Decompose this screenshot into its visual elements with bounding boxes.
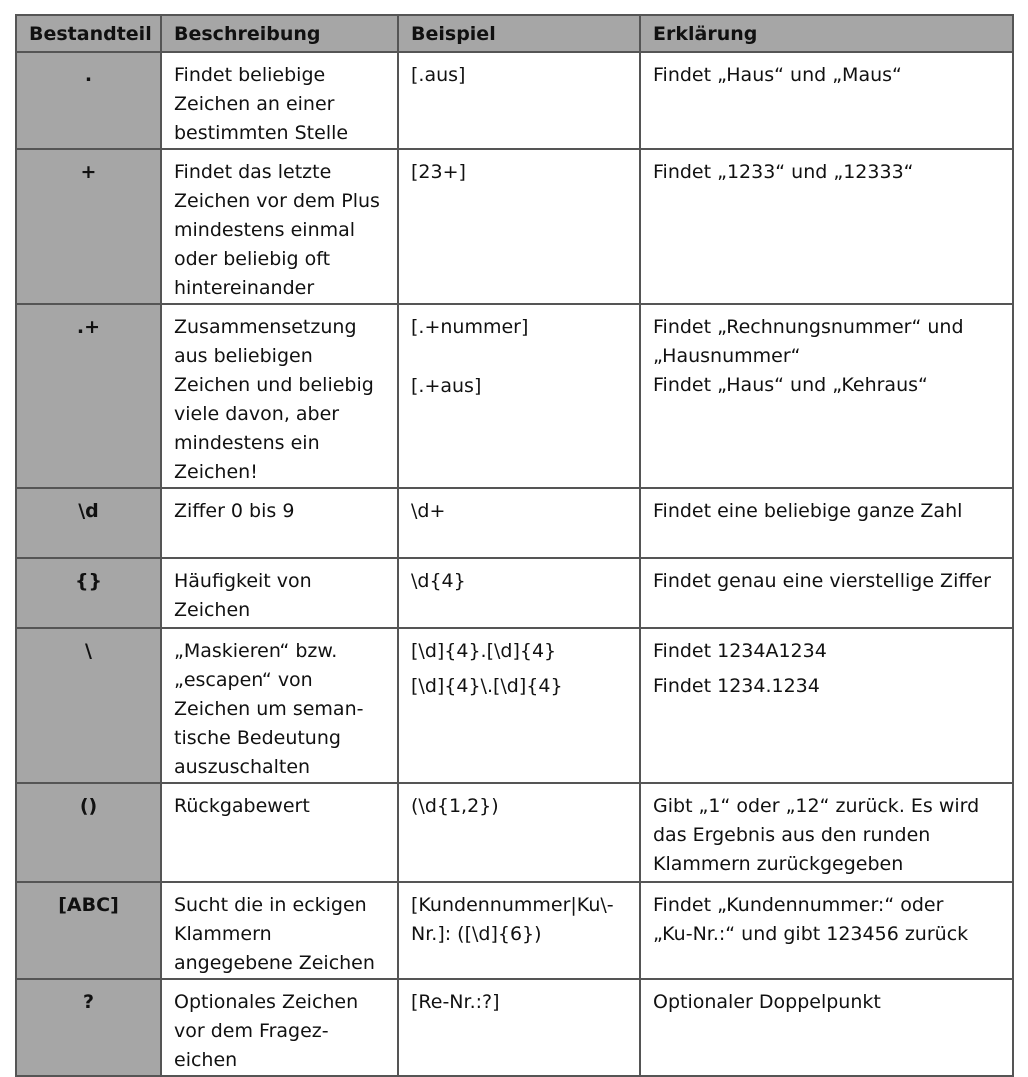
description-line: Zeichen an einer [174,93,335,115]
description-line: Zeichen! [174,461,258,483]
description-line: viele davon, aber [174,403,340,425]
description-cell [161,628,398,783]
description-cell [161,304,398,488]
description-line: eichen [174,1049,238,1071]
description-line: Findet das letzte [174,161,332,183]
example-line: Nr.]: ([\d]{6}) [411,923,542,945]
description-line: Zeichen um seman- [174,698,364,720]
table-row [16,52,1013,149]
description-line: Rückgabewert [174,795,310,817]
component-cell: \d [16,488,161,558]
description-line: mindestens ein [174,432,320,454]
table-row [16,149,1013,304]
explanation-line: Findet „Rechnungsnummer“ und [653,316,964,338]
example-cell [398,488,640,558]
component-cell: .+ [16,304,161,488]
explanation-cell [640,979,1013,1076]
explanation-line: Gibt „1“ oder „12“ zurück. Es wird [653,795,980,817]
explanation-line: Findet „Haus“ und „Maus“ [653,64,902,86]
example-cell [398,628,640,783]
description-line: Zeichen vor dem Plus [174,190,380,212]
description-cell [161,882,398,979]
header-beispiel: Beispiel [398,15,640,52]
header-beschreibung: Beschreibung [161,15,398,52]
example-cell [398,558,640,628]
description-line: tische Bedeutung [174,727,341,749]
explanation-line: Findet 1234.1234 [653,675,820,697]
explanation-line: Findet eine beliebige ganze Zahl [653,500,963,522]
header-bestandteil: Bestandteil [16,15,161,52]
example-line: (\d{1,2}) [411,795,499,817]
table-row [16,304,1013,488]
explanation-cell [640,783,1013,882]
description-cell [161,488,398,558]
example-cell [398,52,640,149]
explanation-cell [640,882,1013,979]
description-line: bestimmten Stelle [174,122,349,144]
example-cell [398,783,640,882]
description-line: Sucht die in eckigen [174,894,367,916]
description-line: aus beliebigen [174,345,313,367]
table-row [16,558,1013,628]
table-row [16,979,1013,1076]
description-cell [161,52,398,149]
description-cell [161,783,398,882]
description-line: mindestens einmal [174,219,356,241]
component-cell: ? [16,979,161,1076]
description-cell [161,149,398,304]
example-line: [\d]{4}.[\d]{4} [411,640,557,662]
explanation-cell [640,488,1013,558]
description-line: Häufigkeit von [174,570,312,592]
component-cell: . [16,52,161,149]
explanation-line: Findet 1234A1234 [653,640,827,662]
explanation-line: Findet genau eine vierstellige Ziffer [653,570,991,592]
example-line: [.aus] [411,64,466,86]
explanation-line: das Ergebnis aus den runden [653,824,931,846]
explanation-cell [640,304,1013,488]
description-line: „escapen“ von [174,669,313,691]
example-cell [398,882,640,979]
description-line: „Maskieren“ bzw. [174,640,338,662]
component-cell: [ABC] [16,882,161,979]
table-row [16,783,1013,882]
description-line: auszuschalten [174,756,311,778]
description-line: hintereinander [174,277,315,299]
explanation-cell [640,52,1013,149]
explanation-line: Findet „Haus“ und „Kehraus“ [653,374,928,396]
table-row [16,488,1013,558]
example-cell [398,149,640,304]
example-line: [23+] [411,161,466,183]
regex-table [15,14,1014,1077]
description-line: Optionales Zeichen [174,991,359,1013]
description-line: angegebene Zeichen [174,952,375,974]
example-cell [398,979,640,1076]
explanation-line: Findet „Kundennummer:“ oder [653,894,944,916]
example-cell [398,304,640,488]
explanation-line: Findet „1233“ und „12333“ [653,161,914,183]
description-line: Zusammensetzung [174,316,357,338]
table-row [16,628,1013,783]
component-cell: + [16,149,161,304]
description-cell [161,558,398,628]
explanation-cell [640,149,1013,304]
component-cell: {} [16,558,161,628]
explanation-line: Klammern zurückgegeben [653,853,904,875]
component-cell: \ [16,628,161,783]
example-line: [Re-Nr.:?] [411,991,500,1013]
header-erklaerung: Erklärung [640,15,1013,52]
description-line: oder beliebig oft [174,248,331,270]
explanation-line: „Ku-Nr.:“ und gibt 123456 zurück [653,923,969,945]
description-line: Klammern [174,923,272,945]
description-cell [161,979,398,1076]
example-line: \d{4} [411,570,466,592]
table-row [16,882,1013,979]
description-line: Findet beliebige [174,64,326,86]
example-line: \d+ [411,500,446,522]
example-line: [.+aus] [411,375,482,397]
example-line: [Kundennummer|Ku\- [411,894,614,916]
explanation-line: Optionaler Doppelpunkt [653,991,881,1013]
description-line: Zeichen [174,599,251,621]
example-line: [\d]{4}\.[\d]{4} [411,675,563,697]
component-cell: () [16,783,161,882]
explanation-cell [640,628,1013,783]
description-line: vor dem Fragez- [174,1020,329,1042]
explanation-cell [640,558,1013,628]
description-line: Zeichen und beliebig [174,374,374,396]
example-line: [.+nummer] [411,316,529,338]
explanation-line: „Hausnummer“ [653,345,801,367]
description-line: Ziffer 0 bis 9 [174,500,295,522]
header-row [16,15,1013,52]
